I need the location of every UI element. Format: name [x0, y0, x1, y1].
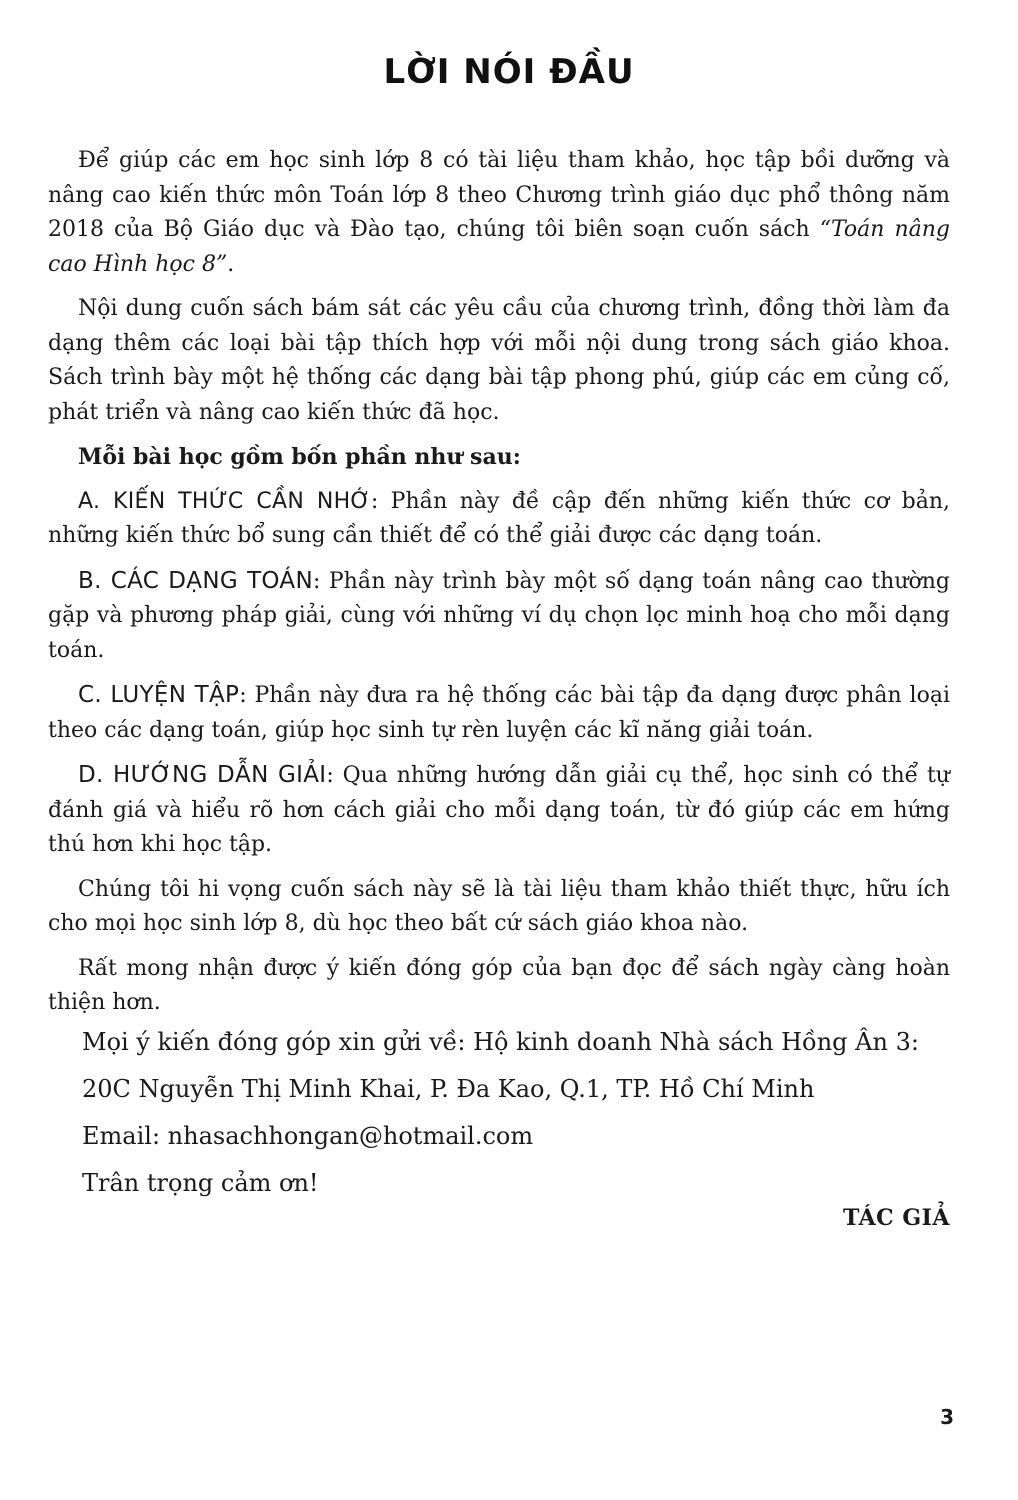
section-c: [48, 678, 950, 748]
section-c-text: : Phần này đưa ra hệ thống các bài tập đa dạng được phân loại theo các dạng toán, giúp học sinh tự rèn luyện các kĩ năng giải toán.: [48, 683, 950, 743]
section-a: [48, 485, 950, 554]
section-a-label: A. KIẾN THỨC CẦN NHỚ: [78, 488, 371, 514]
section-d-text: : Qua những hướng dẫn giải cụ thể, học sinh có thể tự đánh giá và hiểu rõ hơn cách giải cho mỗi dạng toán, từ đó giúp các em hứng thú hơn khi học tập.: [48, 763, 950, 857]
author-signature: TÁC GIẢ: [842, 1205, 950, 1231]
section-a-text: : Phần này đề cập đến những kiến thức cơ bản, những kiến thức bổ sung cần thiết để có thể giải được các dạng toán.: [48, 488, 950, 548]
hope-paragraph: Chúng tôi hi vọng cuốn sách này sẽ là tài liệu tham khảo thiết thực, hữu ích cho mọi học sinh lớp 8, dù học theo bất cứ sách giáo khoa nào.: [48, 876, 950, 936]
book-title: “Toán nâng cao Hình học 8”: [48, 217, 950, 277]
feedback-paragraph: Rất mong nhận được ý kiến đóng góp của bạn đọc để sách ngày càng hoàn thiện hơn.: [48, 955, 950, 1015]
page-title: LỜI NÓI ĐẦU: [383, 52, 635, 92]
section-d-label: D. HƯỚNG DẪN GIẢI: [78, 762, 327, 788]
contact-address: 20C Nguyễn Thị Minh Khai, P. Đa Kao, Q.1, TP. Hồ Chí Minh: [82, 1075, 815, 1103]
closing-thanks: Trân trọng cảm ơn!: [82, 1169, 319, 1197]
section-b-text: : Phần này trình bày một số dạng toán nâng cao thường gặp và phương pháp giải, cùng với những ví dụ chọn lọc minh hoạ cho mỗi dạng toán.: [48, 568, 951, 663]
section-c-label: C. LUYỆN TẬP: [78, 682, 240, 708]
intro-text: Để giúp các em học sinh lớp 8 có tài liệu tham khảo, học tập bồi dưỡng và nâng cao kiến thức môn Toán lớp 8 theo Chương trình giáo dục phổ thông năm 2018 của Bộ Giáo dục và Đào tạo, chúng tôi biên soạn cuốn sách: [48, 148, 950, 242]
intro-paragraph: [48, 144, 950, 282]
contact-email: Email: nhasachhongan@hotmail.com: [82, 1122, 534, 1150]
section-d: [48, 758, 950, 863]
section-b-label: B. CÁC DẠNG TOÁN: [78, 567, 313, 594]
section-b: [48, 564, 950, 669]
structure-heading: Mỗi bài học gồm bốn phần như sau:: [78, 444, 521, 470]
contact-line-1: Mọi ý kiến đóng góp xin gửi về: Hộ kinh doanh Nhà sách Hồng Ân 3:: [82, 1028, 919, 1056]
page-number: 3: [940, 1405, 954, 1429]
preface-body: [48, 144, 950, 1031]
content-paragraph: Nội dung cuốn sách bám sát các yêu cầu của chương trình, đồng thời làm đa dạng thêm các loại bài tập thích hợp với mỗi nội dung trong sách giáo khoa. Sách trình bày một hệ thống các dạng bài tập phong phú, giúp các em củng cố, phát triển và nâng cao kiến thức đã học.: [48, 296, 950, 425]
contact-block: [82, 1022, 919, 1210]
intro-end: .: [227, 251, 235, 277]
